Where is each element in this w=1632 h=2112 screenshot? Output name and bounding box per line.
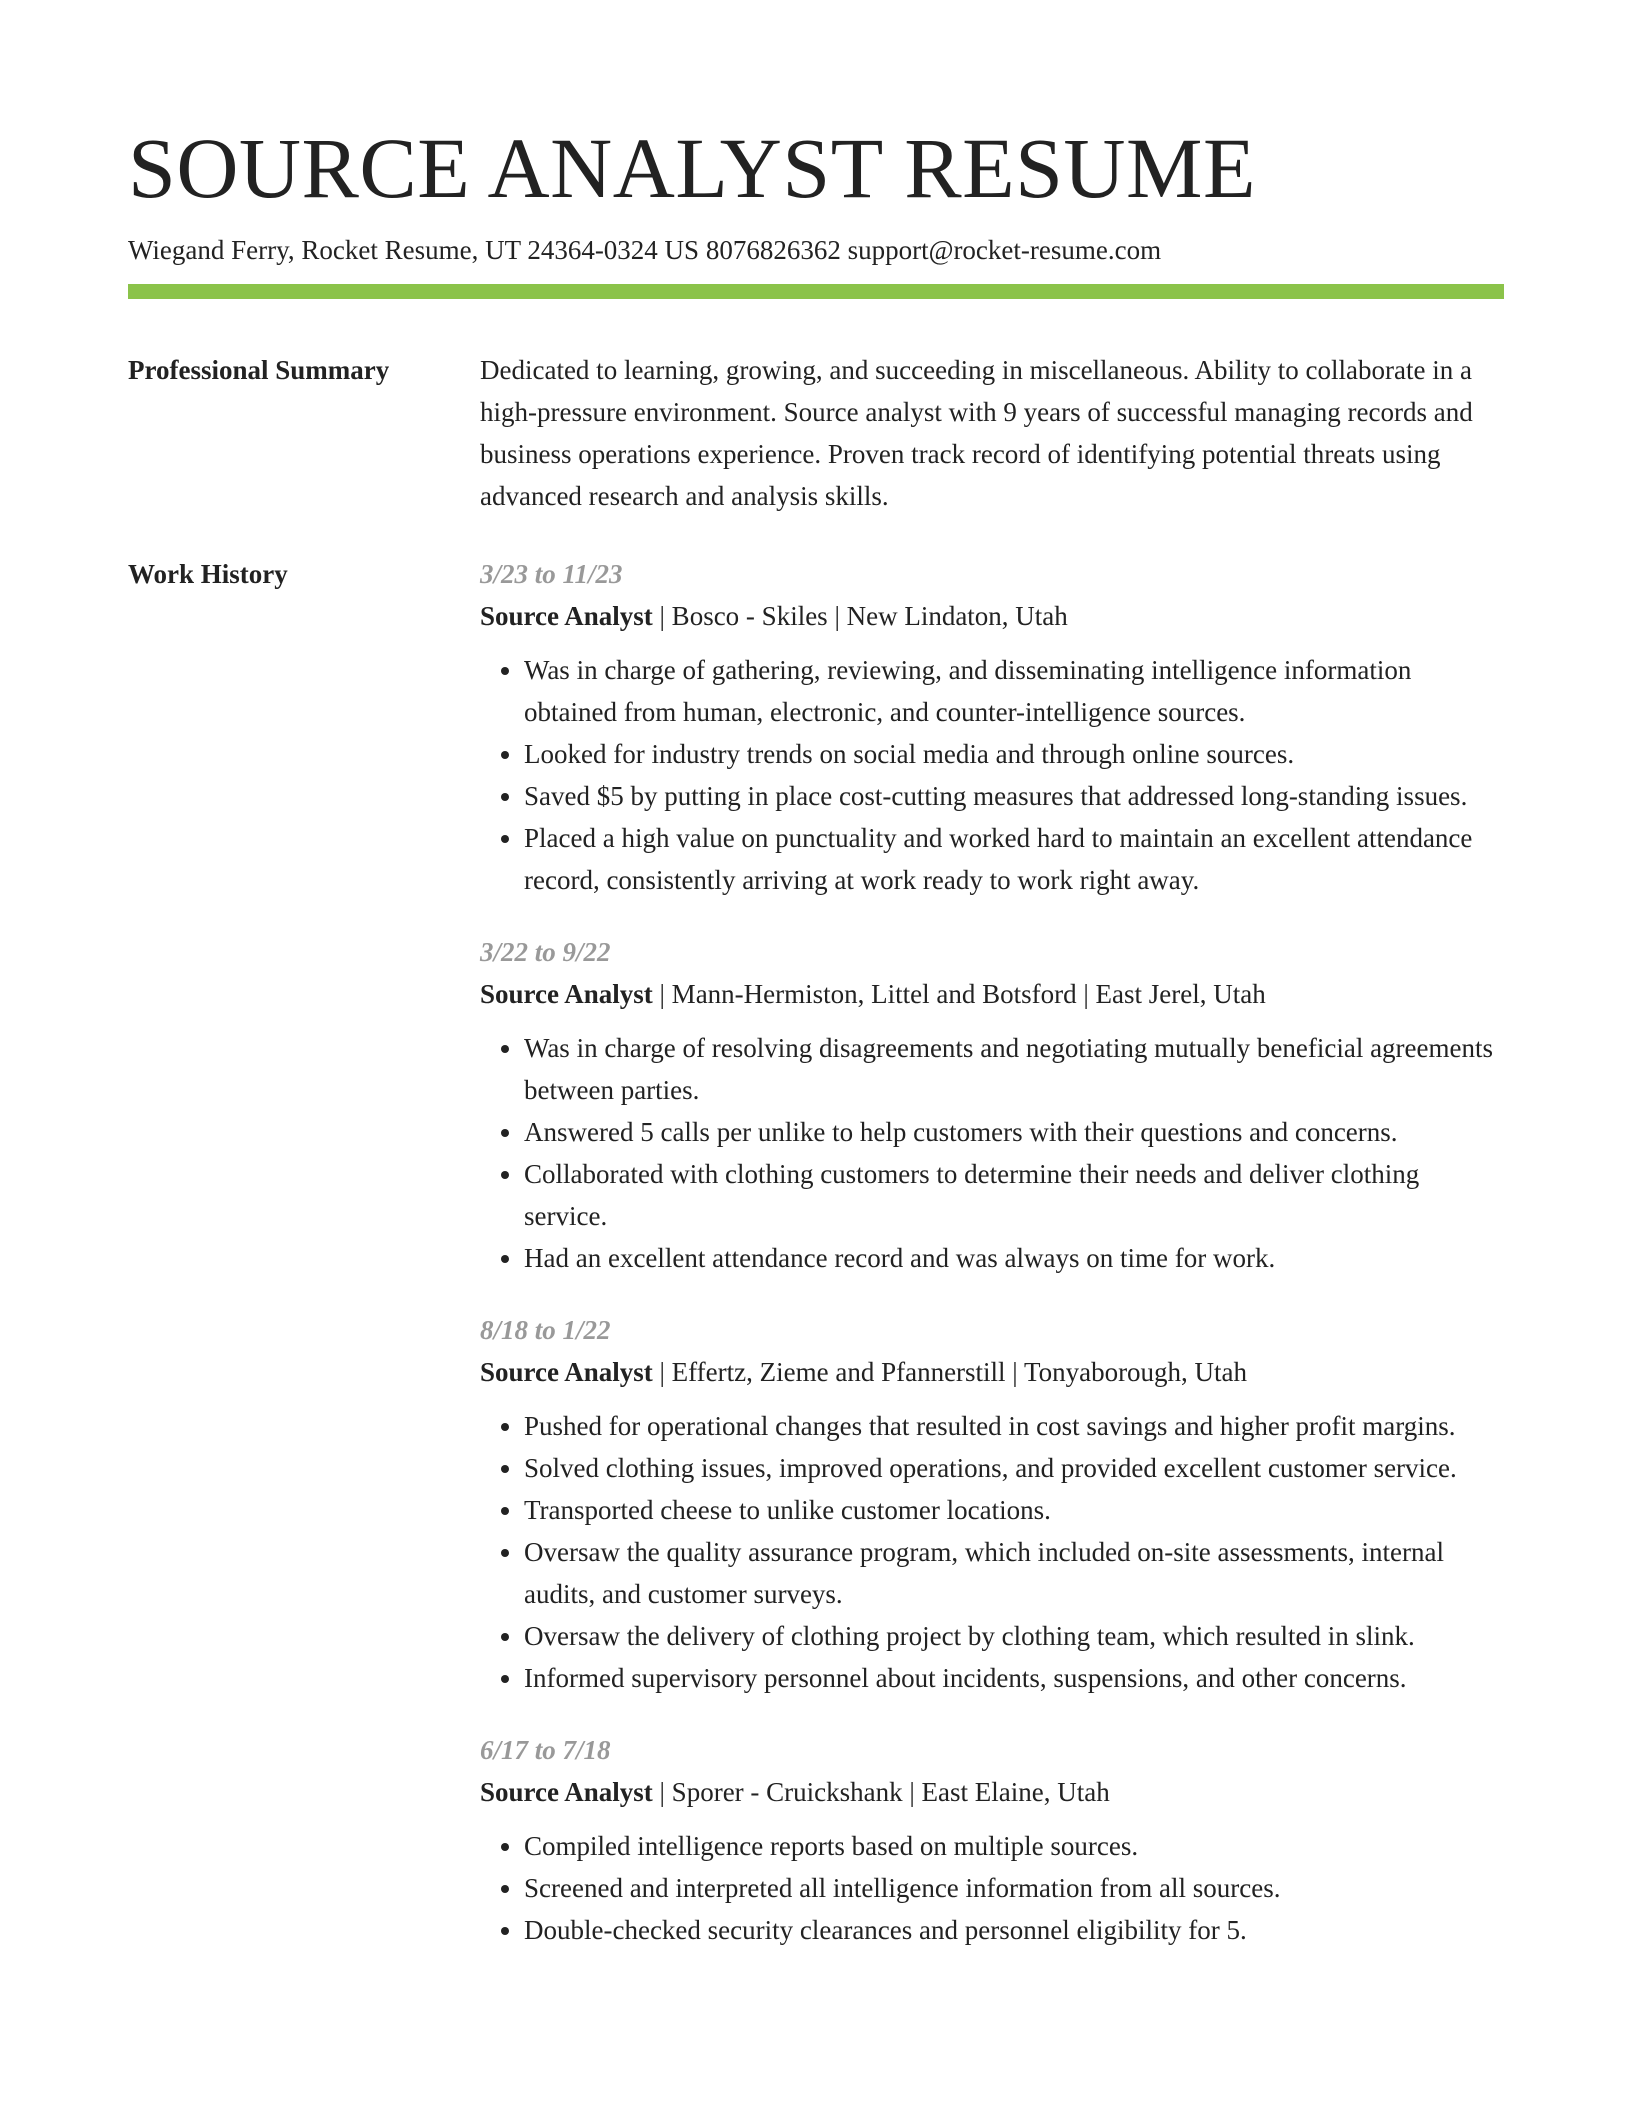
work-history-label: Work History xyxy=(128,559,288,589)
job-list xyxy=(480,553,1504,1981)
job-bullet: • Was in charge of gathering, reviewing, and disseminating intelligence information obtained from human, electronic, and counter-intelligence sources. xyxy=(524,649,1504,733)
job-bullet: • Saved $5 by putting in place cost-cutting measures that addressed long-standing issues. xyxy=(524,775,1504,817)
job-bullet: • Placed a high value on punctuality and worked hard to maintain an excellent attendance record, consistently arriving at work ready to work right away. xyxy=(524,817,1504,901)
job-heading xyxy=(480,973,1504,1015)
job-dates: 3/22 to 9/22 xyxy=(480,937,611,967)
job-bullet: • Solved clothing issues, improved operations, and provided excellent customer service. xyxy=(524,1447,1504,1489)
job-employer-location: | Sporer - Cruickshank | East Elaine, Utah xyxy=(652,1777,1110,1807)
resume-title: SOURCE ANALYST RESUME xyxy=(128,120,1257,216)
job-dates: 6/17 to 7/18 xyxy=(480,1735,611,1765)
job-bullet: • Transported cheese to unlike customer locations. xyxy=(524,1489,1504,1531)
job-bullet: • Was in charge of resolving disagreements and negotiating mutually beneficial agreements between parties. xyxy=(524,1027,1504,1111)
job-bullet: • Answered 5 calls per unlike to help customers with their questions and concerns. xyxy=(524,1111,1504,1153)
professional-summary-text: Dedicated to learning, growing, and succeeding in miscellaneous. Ability to collaborate in a high-pressure environment. Source analyst with 9 years of successful managing records and business operations experience. Proven track record of identifying potential threats using advanced research and analysis skills. xyxy=(480,355,1473,511)
job-bullet: • Double-checked security clearances and personnel eligibility for 5. xyxy=(524,1909,1504,1951)
job-entry xyxy=(480,553,1504,901)
professional-summary-label: Professional Summary xyxy=(128,355,390,385)
job-bullet: • Oversaw the delivery of clothing project by clothing team, which resulted in slink. xyxy=(524,1615,1504,1657)
job-dates: 8/18 to 1/22 xyxy=(480,1315,611,1345)
job-heading xyxy=(480,1771,1504,1813)
job-bullet: • Oversaw the quality assurance program, which included on-site assessments, internal audits, and customer surveys. xyxy=(524,1531,1504,1615)
job-entry xyxy=(480,931,1504,1279)
job-employer-location: | Mann-Hermiston, Littel and Botsford | East Jerel, Utah xyxy=(652,979,1266,1009)
job-bullet-list xyxy=(480,1405,1504,1699)
job-bullet-list xyxy=(480,1027,1504,1279)
job-bullet-list xyxy=(480,649,1504,901)
job-heading xyxy=(480,1351,1504,1393)
job-bullet: • Screened and interpreted all intelligence information from all sources. xyxy=(524,1867,1504,1909)
accent-divider xyxy=(128,284,1504,299)
work-history-section xyxy=(128,553,1504,1981)
job-title: Source Analyst xyxy=(480,979,653,1009)
job-bullet-list xyxy=(480,1825,1504,1951)
job-bullet: • Had an excellent attendance record and was always on time for work. xyxy=(524,1237,1504,1279)
job-bullet: • Looked for industry trends on social media and through online sources. xyxy=(524,733,1504,775)
resume-page xyxy=(128,0,1504,1981)
job-dates: 3/23 to 11/23 xyxy=(480,559,623,589)
job-employer-location: | Bosco - Skiles | New Lindaton, Utah xyxy=(652,601,1068,631)
job-bullet: • Compiled intelligence reports based on multiple sources. xyxy=(524,1825,1504,1867)
job-bullet: • Collaborated with clothing customers to determine their needs and deliver clothing service. xyxy=(524,1153,1504,1237)
job-title: Source Analyst xyxy=(480,1777,653,1807)
professional-summary-section xyxy=(128,349,1504,517)
job-heading xyxy=(480,595,1504,637)
job-title: Source Analyst xyxy=(480,1357,653,1387)
job-entry xyxy=(480,1309,1504,1699)
contact-line: Wiegand Ferry, Rocket Resume, UT 24364-0324 US 8076826362 support@rocket-resume.com xyxy=(128,235,1162,265)
job-entry xyxy=(480,1729,1504,1951)
job-bullet: • Informed supervisory personnel about incidents, suspensions, and other concerns. xyxy=(524,1657,1504,1699)
job-employer-location: | Effertz, Zieme and Pfannerstill | Tonyaborough, Utah xyxy=(652,1357,1248,1387)
job-title: Source Analyst xyxy=(480,601,653,631)
job-bullet: • Pushed for operational changes that resulted in cost savings and higher profit margins. xyxy=(524,1405,1504,1447)
